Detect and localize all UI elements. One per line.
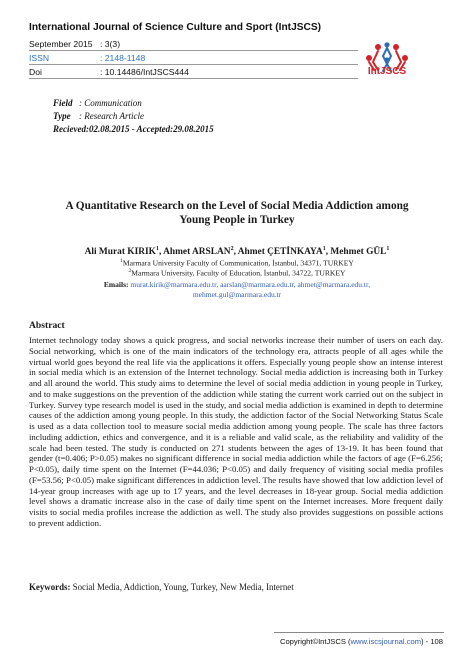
author-affiliation-mark: 1 xyxy=(155,246,159,252)
paper-title-line: A Quantitative Research on the Level of Social Media Addiction among xyxy=(65,200,409,212)
author-name: Ahmet ARSLAN xyxy=(163,247,231,258)
author-name: Ahmet ÇETİNKAYA xyxy=(237,247,323,258)
author-emails xyxy=(40,280,434,300)
affiliation-mark: 1 xyxy=(120,258,123,264)
affiliation xyxy=(40,268,434,278)
emails-label: Emails: xyxy=(103,280,129,289)
paper-title xyxy=(40,200,434,227)
author-affiliation-mark: 1 xyxy=(386,246,390,252)
header-divider xyxy=(29,78,358,79)
issn-value: : 2148-1148 xyxy=(100,53,146,63)
abstract-body: Internet technology today shows a quick progress, and social networks increase their number of users on each day. Social networking, which is one of the main indicators of the technology era, attracts people of all ages while the virtual world goes beyond the real life via the applications it offers. Especially young people show an intense interest in social media which is an extension of the Internet technology. Social media addiction is increasing both in Turkey and all around the world. This study aims to determine the level of social media addiction in young people in Turkey, and to make suggestions on the prevention of the addiction while stating the current work carried out on the subject in Turkey. Survey type research model is used in the study, and social media addiction is examined in depth to determine causes of the addiction among young people. In this study, the addiction factor of the Social Networking Status Scale is used as a data collection tool to measure social media addiction among young people. The scale has three factors including addiction, ethics and convergence, and it is a reliable and valid scale, as the reliability and validity of the scale had been tested. The study is conducted on 271 students between the ages of 13-19. It has been found that gender (t=0.406; P>0.05) makes no significant difference in social media addiction while the factors of age (F=6.256; P<0.05), daily time spent on the Internet (F=44.036; P<0.05) and daily frequency of visiting social media profiles (F=53.56; P<0.05) make significant differences in addiction level. The results have showed that low addiction level of 14-year group increases with age up to 17 years, and the level decreases in 18-year group. Social media addiction level shows a dramatic increase also in the case of daily time spent on the Internet increases. More frequent daily visits to social media profiles increase the addiction as well. The study also provides suggestions on possible actions to prevent addiction. xyxy=(29,335,443,528)
author-affiliation-mark: 1 xyxy=(322,246,326,252)
logo-text: IntJSCS xyxy=(367,66,407,77)
affiliation-mark: 2 xyxy=(128,268,132,274)
affiliation xyxy=(40,258,434,268)
footer-divider xyxy=(274,632,444,633)
keywords-line xyxy=(29,582,443,592)
issn-label: ISSN xyxy=(29,53,50,63)
author-name: Ali Murat KIRIK xyxy=(84,247,156,258)
author-name: Mehmet GÜL xyxy=(330,247,387,258)
doi-value: : 10.14486/IntJSCS444 xyxy=(100,67,189,77)
copyright-text: Copyright©IntJSCS ( xyxy=(279,637,351,646)
keywords-text: Social Media, Addiction, Young, Turkey, New Media, Internet xyxy=(72,582,294,592)
paper-title-line: Young People in Turkey xyxy=(179,213,295,226)
page-footer xyxy=(280,637,443,646)
issue-date: September 2015 xyxy=(29,39,93,49)
type-label: Type xyxy=(53,111,71,121)
issue-line xyxy=(29,39,120,49)
header-divider xyxy=(29,50,358,51)
page-number: ) - 108 xyxy=(421,637,443,646)
email-link[interactable]: murat.kirik@marmara.edu.tr, aarslan@marmara.edu.tr, ahmet@marmara.edu.tr, xyxy=(130,280,371,289)
doi-label: Doi xyxy=(29,67,42,77)
affiliation-text: Marmara University Faculty of Communication, İstanbul, 34371, TURKEY xyxy=(122,258,354,268)
email-link[interactable]: mehmet.gul@marmara.edu.tr xyxy=(192,290,282,300)
doi-line xyxy=(29,67,189,77)
header-divider xyxy=(29,64,358,65)
field-line xyxy=(53,98,142,108)
issn-line xyxy=(29,53,145,63)
keywords-label: Keywords: xyxy=(29,582,71,592)
type-value: : Research Article xyxy=(79,111,144,121)
field-label: Field xyxy=(53,98,73,108)
author-list: Ali Murat KIRIK$^1$, Ahmet ARSLAN$^2$, Ahmet ÇETİNKAYA$^1$, Mehmet GÜL$^1$ xyxy=(84,246,390,258)
author-affiliation-mark: 2 xyxy=(230,246,234,252)
journal-title: International Journal of Science Culture and Sport (IntJSCS) xyxy=(29,22,322,33)
field-value: : Communication xyxy=(79,98,142,108)
issue-number: : 3(3) xyxy=(100,39,121,49)
type-line xyxy=(53,111,144,121)
journal-website-link[interactable]: www.iscsjournal.com xyxy=(350,637,422,646)
received-accepted-line: Recieved:02.08.2015 - Accepted:29.08.2015 xyxy=(53,124,214,134)
abstract-heading: Abstract xyxy=(29,320,65,331)
affiliation-text: Marmara University, Faculty of Education, İstanbul, 34722, TURKEY xyxy=(131,268,346,278)
